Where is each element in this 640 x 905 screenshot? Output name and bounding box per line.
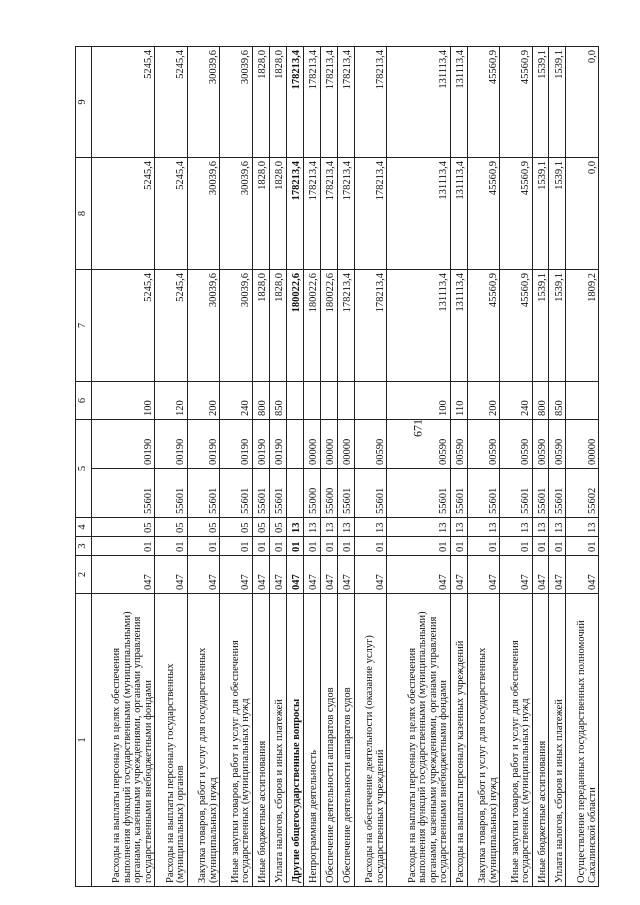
cell-code-2: 047 xyxy=(566,556,599,594)
cell-code-3: 01 xyxy=(549,537,566,556)
row-description: Расходы на обеспечение деятельности (оказание услуг) государственных учреждений xyxy=(354,594,386,887)
cell-amount-7: 180022,6 xyxy=(303,270,320,382)
cell-amount-7: 178213,4 xyxy=(354,270,386,382)
cell-code-3: 01 xyxy=(220,537,252,556)
row-description: Иные бюджетные ассигнования xyxy=(532,594,549,887)
row-description: Иные закупки товаров, работ и услуг для обеспечения государственных (муниципальных) нужд xyxy=(220,594,252,887)
cell-code-4: 05 xyxy=(252,518,269,537)
cell-amount-8: 45560,9 xyxy=(467,158,499,270)
budget-table-container xyxy=(75,47,599,887)
cell-code-3: 01 xyxy=(500,537,532,556)
cell-code-6: 110 xyxy=(450,382,467,420)
column-header: 6 xyxy=(76,382,92,420)
cell-code-2: 047 xyxy=(92,556,155,594)
cell-amount-8: 1828,0 xyxy=(252,158,269,270)
cell-code-2: 047 xyxy=(337,556,354,594)
cell-amount-8: 131113,4 xyxy=(387,158,450,270)
cell-code-5a: 55601 xyxy=(549,469,566,518)
cell-code-4: 05 xyxy=(92,518,155,537)
cell-code-6: 240 xyxy=(220,382,252,420)
table-row xyxy=(155,47,187,887)
column-header: 7 xyxy=(76,270,92,382)
cell-code-2: 047 xyxy=(252,556,269,594)
cell-code-2: 047 xyxy=(450,556,467,594)
cell-code-5a: 55601 xyxy=(155,469,187,518)
column-header: 1 xyxy=(76,594,92,887)
cell-amount-7: 131113,4 xyxy=(450,270,467,382)
cell-code-4: 05 xyxy=(269,518,286,537)
cell-code-5a: 55601 xyxy=(467,469,499,518)
cell-amount-9: 178213,4 xyxy=(320,47,337,158)
budget-table xyxy=(75,46,599,887)
cell-code-3: 01 xyxy=(566,537,599,556)
cell-amount-7: 45560,9 xyxy=(500,270,532,382)
cell-amount-9: 178213,4 xyxy=(337,47,354,158)
cell-code-2: 047 xyxy=(549,556,566,594)
cell-code-3: 01 xyxy=(252,537,269,556)
table-row xyxy=(252,47,269,887)
cell-code-3: 01 xyxy=(450,537,467,556)
column-header: 8 xyxy=(76,158,92,270)
cell-amount-9: 30039,6 xyxy=(220,47,252,158)
cell-code-6 xyxy=(337,382,354,420)
cell-code-4: 13 xyxy=(500,518,532,537)
cell-code-3: 01 xyxy=(187,537,219,556)
cell-code-3: 01 xyxy=(320,537,337,556)
cell-amount-9: 178213,4 xyxy=(354,47,386,158)
cell-code-5b: 00590 xyxy=(467,420,499,469)
cell-amount-8: 0,0 xyxy=(566,158,599,270)
cell-code-6 xyxy=(320,382,337,420)
cell-code-4: 13 xyxy=(467,518,499,537)
cell-code-6: 850 xyxy=(269,382,286,420)
cell-code-4: 13 xyxy=(286,518,303,537)
cell-code-2: 047 xyxy=(354,556,386,594)
table-row xyxy=(387,47,450,887)
cell-amount-7: 30039,6 xyxy=(187,270,219,382)
cell-code-6: 200 xyxy=(187,382,219,420)
cell-code-5b: 00000 xyxy=(337,420,354,469)
cell-code-6: 120 xyxy=(155,382,187,420)
cell-amount-8: 178213,4 xyxy=(303,158,320,270)
cell-code-3: 01 xyxy=(354,537,386,556)
cell-code-6 xyxy=(303,382,320,420)
cell-amount-8: 5245,4 xyxy=(155,158,187,270)
cell-code-2: 047 xyxy=(286,556,303,594)
cell-code-5a: 55601 xyxy=(354,469,386,518)
cell-amount-9: 1539,1 xyxy=(549,47,566,158)
cell-code-2: 047 xyxy=(303,556,320,594)
cell-code-6 xyxy=(566,382,599,420)
cell-amount-7: 1828,0 xyxy=(252,270,269,382)
cell-amount-7: 180022,6 xyxy=(286,270,303,382)
cell-code-2: 047 xyxy=(220,556,252,594)
table-row xyxy=(220,47,252,887)
cell-code-6: 200 xyxy=(467,382,499,420)
cell-code-3: 01 xyxy=(269,537,286,556)
row-description: Уплата налогов, сборов и иных платежей xyxy=(549,594,566,887)
cell-code-3: 01 xyxy=(303,537,320,556)
cell-code-5b: 00190 xyxy=(92,420,155,469)
cell-code-5a: 55601 xyxy=(532,469,549,518)
cell-code-5a xyxy=(286,469,303,518)
cell-amount-8: 178213,4 xyxy=(354,158,386,270)
cell-code-2: 047 xyxy=(387,556,450,594)
cell-amount-8: 1539,1 xyxy=(532,158,549,270)
row-description: Уплата налогов, сборов и иных платежей xyxy=(269,594,286,887)
cell-code-5a: 55601 xyxy=(450,469,467,518)
cell-code-4: 13 xyxy=(337,518,354,537)
row-description: Расходы на выплаты персоналу государственных (муниципальных) органов xyxy=(155,594,187,887)
cell-code-5b: 00590 xyxy=(549,420,566,469)
cell-code-4: 13 xyxy=(303,518,320,537)
cell-code-5b: 00190 xyxy=(252,420,269,469)
cell-amount-7: 178213,4 xyxy=(337,270,354,382)
cell-code-5a: 55602 xyxy=(566,469,599,518)
row-description: Закупка товаров, работ и услуг для государственных (муниципальных) нужд xyxy=(187,594,219,887)
cell-amount-8: 178213,4 xyxy=(337,158,354,270)
cell-amount-9: 178213,4 xyxy=(303,47,320,158)
cell-amount-7: 1539,1 xyxy=(549,270,566,382)
row-description: Осуществление переданных государственных полномочий Сахалинской области xyxy=(566,594,599,887)
cell-code-2: 047 xyxy=(500,556,532,594)
row-description: Закупка товаров, работ и услуг для государственных (муниципальных) нужд xyxy=(467,594,499,887)
cell-code-5a: 55601 xyxy=(220,469,252,518)
row-description: Обеспечение деятельности аппаратов судов xyxy=(320,594,337,887)
cell-amount-8: 178213,4 xyxy=(320,158,337,270)
cell-code-6 xyxy=(286,382,303,420)
cell-code-6: 240 xyxy=(500,382,532,420)
cell-code-4: 05 xyxy=(187,518,219,537)
cell-code-6: 800 xyxy=(532,382,549,420)
cell-code-5b: 00000 xyxy=(303,420,320,469)
cell-code-5a: 55601 xyxy=(252,469,269,518)
row-description: Иные закупки товаров, работ и услуг для обеспечения государственных (муниципальных) нужд xyxy=(500,594,532,887)
cell-code-5b: 00590 xyxy=(354,420,386,469)
cell-amount-7: 5245,4 xyxy=(155,270,187,382)
column-header: 4 xyxy=(76,518,92,537)
table-row xyxy=(354,47,386,887)
cell-amount-8: 30039,6 xyxy=(187,158,219,270)
cell-amount-9: 30039,6 xyxy=(187,47,219,158)
table-row xyxy=(187,47,219,887)
cell-code-5a: 55601 xyxy=(387,469,450,518)
cell-amount-9: 45560,9 xyxy=(500,47,532,158)
cell-code-2: 047 xyxy=(320,556,337,594)
table-row xyxy=(269,47,286,887)
cell-code-5b: 00590 xyxy=(532,420,549,469)
row-description: Непрограммная деятельность xyxy=(303,594,320,887)
row-description: Расходы на выплаты персоналу в целях обеспечения выполнения функций государственными (муниципальными) органами, казенными учреждениями, органами управления государственными внебюджетными фондами xyxy=(92,594,155,887)
cell-code-6 xyxy=(354,382,386,420)
cell-amount-9: 131113,4 xyxy=(387,47,450,158)
cell-amount-9: 45560,9 xyxy=(467,47,499,158)
cell-code-4: 13 xyxy=(532,518,549,537)
cell-code-5a: 55601 xyxy=(92,469,155,518)
row-description: Другие общегосударственные вопросы xyxy=(286,594,303,887)
cell-code-4: 13 xyxy=(354,518,386,537)
cell-code-5a: 55601 xyxy=(187,469,219,518)
row-description: Расходы на выплаты персоналу в целях обеспечения выполнения функций государственными (муниципальными) органами, казенными учреждениями, органами управления государственными внебюджетными фондами xyxy=(387,594,450,887)
cell-code-4: 13 xyxy=(549,518,566,537)
cell-code-5b: 00190 xyxy=(269,420,286,469)
cell-code-5b: 00590 xyxy=(387,420,450,469)
column-header: 5 xyxy=(76,420,92,518)
cell-code-5a: 55000 xyxy=(303,469,320,518)
row-description: Иные бюджетные ассигнования xyxy=(252,594,269,887)
table-row xyxy=(303,47,320,887)
cell-code-5b: 00190 xyxy=(220,420,252,469)
table-row xyxy=(566,47,599,887)
table-body xyxy=(76,47,599,887)
cell-code-5b xyxy=(286,420,303,469)
cell-amount-7: 1828,0 xyxy=(269,270,286,382)
cell-amount-9: 1539,1 xyxy=(532,47,549,158)
cell-code-3: 01 xyxy=(387,537,450,556)
table-row xyxy=(532,47,549,887)
cell-amount-7: 131113,4 xyxy=(387,270,450,382)
cell-code-4: 13 xyxy=(450,518,467,537)
cell-amount-7: 1539,1 xyxy=(532,270,549,382)
cell-code-3: 01 xyxy=(92,537,155,556)
cell-code-5b: 00000 xyxy=(320,420,337,469)
cell-code-4: 13 xyxy=(320,518,337,537)
table-row xyxy=(500,47,532,887)
cell-amount-8: 30039,6 xyxy=(220,158,252,270)
cell-code-5b: 00190 xyxy=(187,420,219,469)
row-description: Расходы на выплаты персоналу казенных учреждений xyxy=(450,594,467,887)
column-header: 2 xyxy=(76,556,92,594)
table-row xyxy=(320,47,337,887)
cell-code-6: 800 xyxy=(252,382,269,420)
cell-amount-8: 131113,4 xyxy=(450,158,467,270)
cell-code-5a: 55600 xyxy=(320,469,337,518)
cell-amount-9: 5245,4 xyxy=(155,47,187,158)
cell-code-3: 01 xyxy=(155,537,187,556)
cell-amount-7: 1809,2 xyxy=(566,270,599,382)
row-description: Обеспечение деятельности аппаратов судов xyxy=(337,594,354,887)
cell-amount-7: 5245,4 xyxy=(92,270,155,382)
cell-code-2: 047 xyxy=(155,556,187,594)
table-row xyxy=(337,47,354,887)
cell-code-4: 13 xyxy=(566,518,599,537)
cell-amount-9: 1828,0 xyxy=(252,47,269,158)
header-row xyxy=(76,47,92,887)
cell-code-2: 047 xyxy=(467,556,499,594)
cell-code-5b: 00590 xyxy=(450,420,467,469)
cell-code-5b: 00190 xyxy=(155,420,187,469)
cell-amount-7: 45560,9 xyxy=(467,270,499,382)
cell-amount-8: 178213,4 xyxy=(286,158,303,270)
table-row xyxy=(450,47,467,887)
cell-code-6: 100 xyxy=(387,382,450,420)
cell-code-2: 047 xyxy=(187,556,219,594)
cell-amount-9: 0,0 xyxy=(566,47,599,158)
cell-code-5b: 00590 xyxy=(500,420,532,469)
page-number: 671 xyxy=(410,419,425,437)
cell-code-4: 05 xyxy=(155,518,187,537)
cell-amount-9: 131113,4 xyxy=(450,47,467,158)
cell-code-5b: 00000 xyxy=(566,420,599,469)
cell-code-2: 047 xyxy=(269,556,286,594)
cell-code-4: 13 xyxy=(387,518,450,537)
table-row xyxy=(467,47,499,887)
cell-amount-9: 178213,4 xyxy=(286,47,303,158)
cell-amount-8: 5245,4 xyxy=(92,158,155,270)
cell-code-3: 01 xyxy=(286,537,303,556)
table-row xyxy=(549,47,566,887)
column-header: 3 xyxy=(76,537,92,556)
cell-code-3: 01 xyxy=(337,537,354,556)
cell-code-6: 850 xyxy=(549,382,566,420)
cell-amount-8: 1828,0 xyxy=(269,158,286,270)
table-row xyxy=(92,47,155,887)
cell-amount-9: 5245,4 xyxy=(92,47,155,158)
cell-code-5a: 55601 xyxy=(500,469,532,518)
cell-code-2: 047 xyxy=(532,556,549,594)
column-header: 9 xyxy=(76,47,92,158)
cell-amount-8: 1539,1 xyxy=(549,158,566,270)
cell-amount-9: 1828,0 xyxy=(269,47,286,158)
cell-code-5a: 55601 xyxy=(337,469,354,518)
cell-code-3: 01 xyxy=(467,537,499,556)
cell-code-6: 100 xyxy=(92,382,155,420)
cell-code-5a: 55601 xyxy=(269,469,286,518)
cell-code-4: 05 xyxy=(220,518,252,537)
cell-amount-7: 30039,6 xyxy=(220,270,252,382)
table-row xyxy=(286,47,303,887)
cell-code-3: 01 xyxy=(532,537,549,556)
cell-amount-8: 45560,9 xyxy=(500,158,532,270)
cell-amount-7: 180022,6 xyxy=(320,270,337,382)
